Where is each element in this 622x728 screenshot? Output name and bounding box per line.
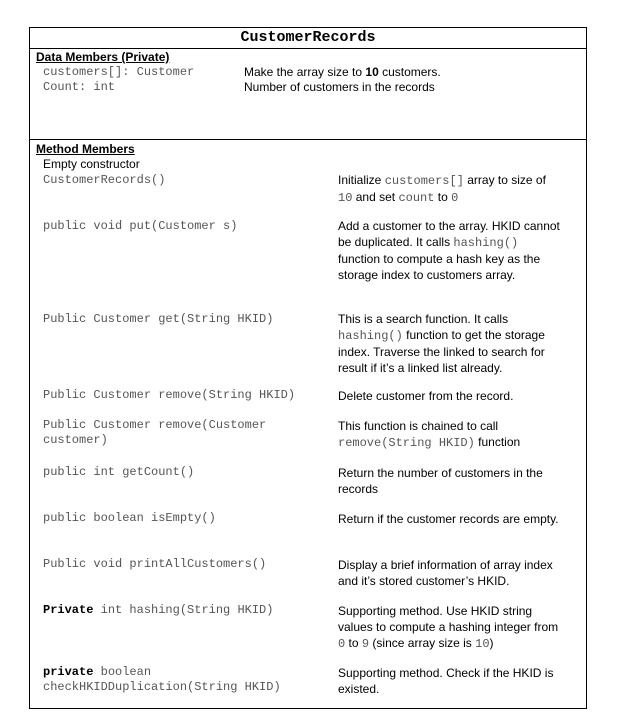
- class-title: CustomerRecords: [30, 28, 586, 49]
- constructor-signature: CustomerRecords(): [43, 173, 166, 187]
- hashing-desc: Supporting method. Use HKID string values to compute a hashing integer from 0 to 9 (since array size is 10): [338, 604, 559, 651]
- remove-hkid-desc: Delete customer from the record.: [338, 389, 514, 403]
- customers-member: customers[]: Customer: [43, 65, 195, 79]
- constructor-desc: Initialize customers[] array to size of 10 and set count to 0: [338, 173, 546, 205]
- customers-member-desc: Make the array size to 10 customers.: [244, 65, 441, 79]
- count-member-desc: Number of customers in the records: [244, 80, 435, 94]
- count-member: Count: int: [43, 80, 116, 94]
- data-members-heading: Data Members (Private): [36, 50, 170, 64]
- dup-desc: Supporting method. Check if the HKID is existed.: [338, 666, 554, 696]
- printall-desc: Display a brief information of array index and it’s stored customer’s HKID.: [338, 558, 553, 588]
- method-members-heading: Method Members: [36, 142, 135, 156]
- isempty-signature: public boolean isEmpty(): [43, 511, 216, 525]
- remove-customer-signature: Public Customer remove(Customer customer): [43, 418, 267, 447]
- dup-signature: private boolean checkHKIDDuplication(String HKID): [43, 665, 281, 694]
- put-desc: Add a customer to the array. HKID cannot be duplicated. It calls hashing() function to compute a hash key as the storage index to customers array.: [338, 219, 560, 282]
- empty-constructor-label: Empty constructor: [43, 157, 140, 171]
- remove-hkid-signature: Public Customer remove(String HKID): [43, 388, 296, 402]
- printall-signature: Public void printAllCustomers(): [43, 557, 267, 571]
- get-desc: This is a search function. It calls hashing() function to get the storage index. Traverse the linked to search for result if it’s a linked list already.: [338, 312, 545, 375]
- hashing-signature: Private int hashing(String HKID): [43, 603, 274, 617]
- get-signature: Public Customer get(String HKID): [43, 312, 274, 326]
- remove-customer-desc: This function is chained to call remove(String HKID) function: [338, 419, 521, 450]
- getcount-signature: public int getCount(): [43, 465, 195, 479]
- data-members-section: [30, 49, 586, 140]
- class-table: [29, 27, 587, 709]
- put-signature: public void put(Customer s): [43, 219, 238, 233]
- getcount-desc: Return the number of customers in the records: [338, 466, 543, 496]
- isempty-desc: Return if the customer records are empty.: [338, 512, 559, 526]
